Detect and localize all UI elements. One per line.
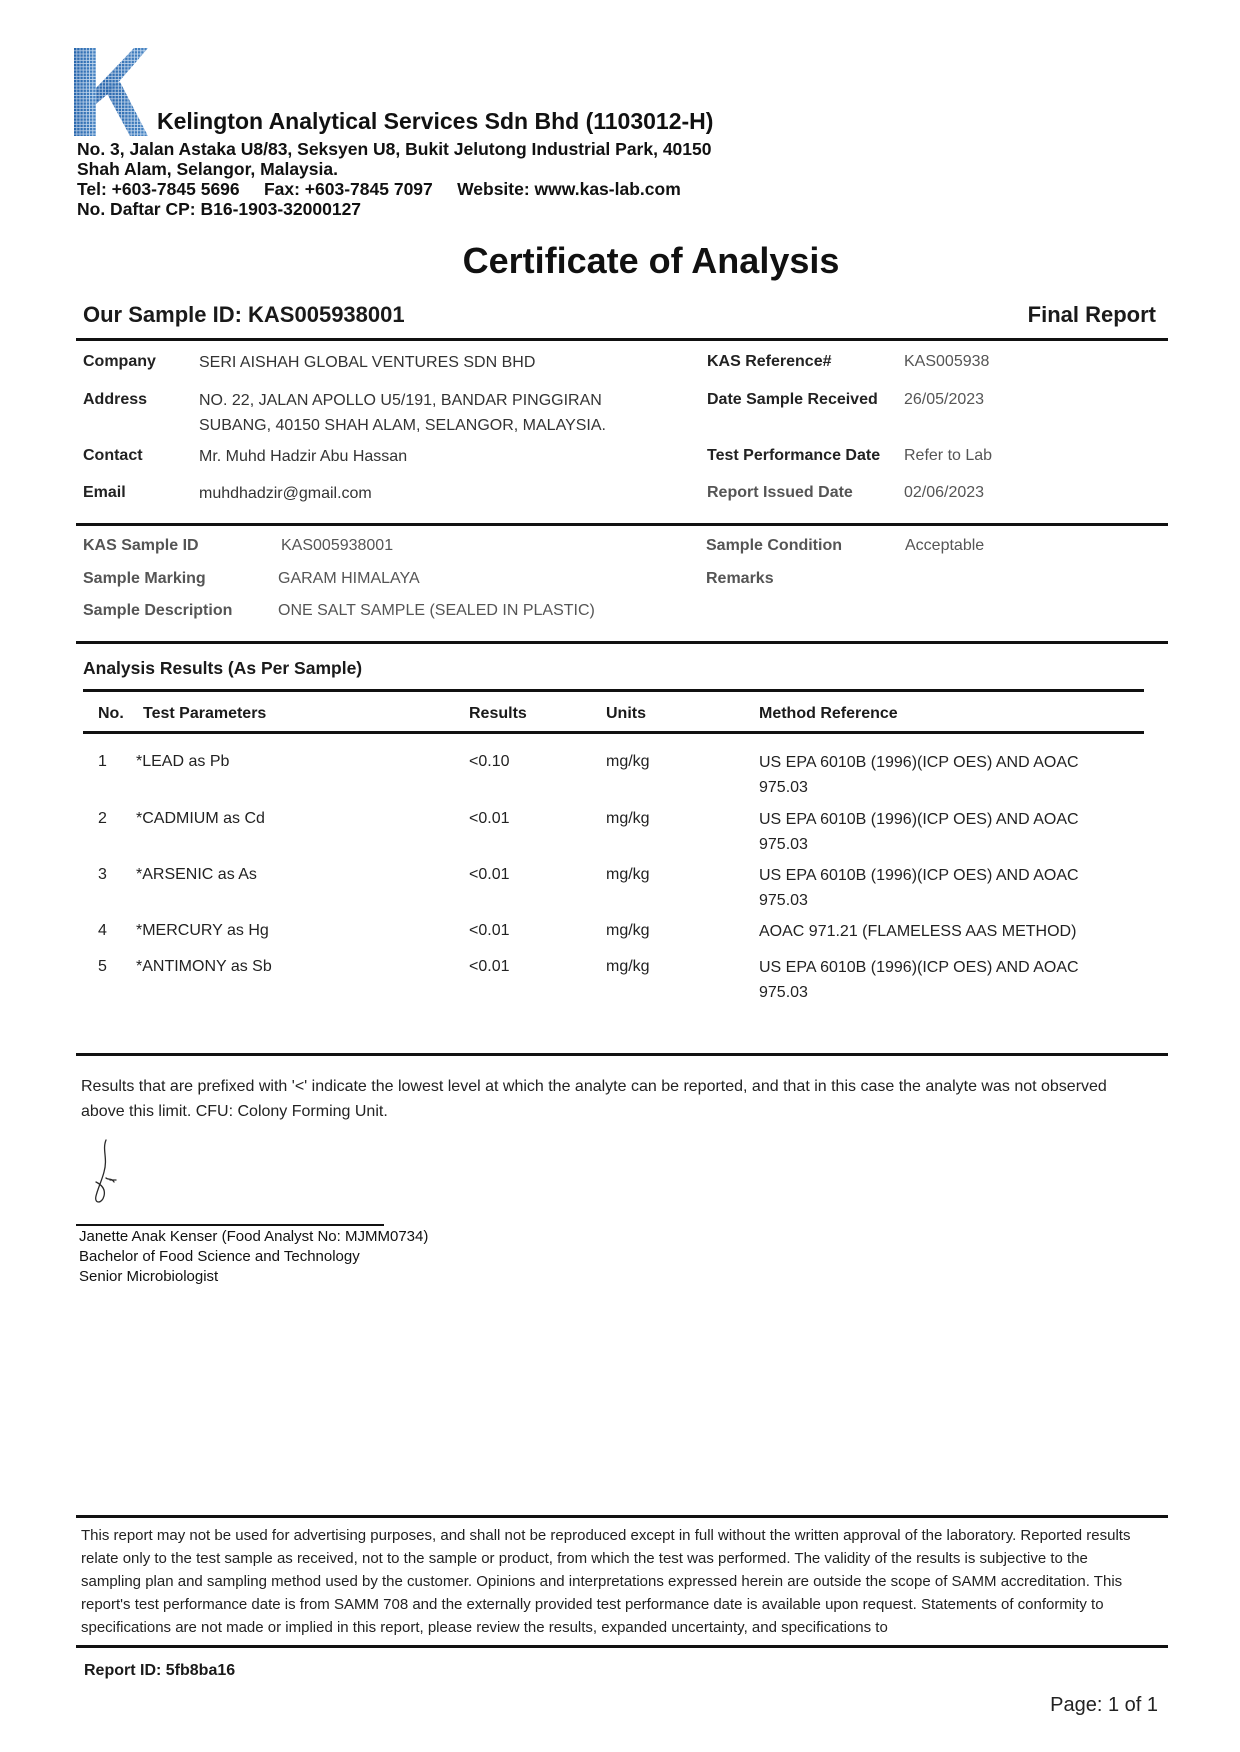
results-header-rule xyxy=(83,731,1144,734)
disclaimer-box xyxy=(81,1524,1141,1640)
address-value-line1: NO. 22, JALAN APOLLO U5/191, BANDAR PINGGIRAN xyxy=(199,392,602,409)
row-unit: mg/kg xyxy=(606,958,650,975)
contact-value: Mr. Muhd Hadzir Abu Hassan xyxy=(199,448,408,465)
signatory-qualification: Bachelor of Food Science and Technology xyxy=(79,1248,360,1265)
row-method-line1: US EPA 6010B (1996)(ICP OES) AND AOAC xyxy=(759,811,1079,828)
row-method-line1: US EPA 6010B (1996)(ICP OES) AND AOAC xyxy=(759,867,1079,884)
row-unit: mg/kg xyxy=(606,922,650,939)
company-name: Kelington Analytical Services Sdn Bhd (1103012-H) xyxy=(157,108,714,134)
test-date-value: Refer to Lab xyxy=(904,447,993,464)
remarks-label: Remarks xyxy=(706,570,774,587)
divider xyxy=(76,338,1168,341)
sample-description-label: Sample Description xyxy=(83,602,233,619)
row-result: <0.01 xyxy=(469,922,510,939)
divider xyxy=(76,1645,1168,1648)
divider xyxy=(76,1053,1168,1056)
address-value-line2: SUBANG, 40150 SHAH ALAM, SELANGOR, MALAYSIA. xyxy=(199,417,606,434)
issued-date-value: 02/06/2023 xyxy=(904,484,985,501)
row-unit: mg/kg xyxy=(606,753,650,770)
row-no: 2 xyxy=(98,810,107,827)
col-header-results: Results xyxy=(469,705,527,722)
col-header-no: No. xyxy=(98,705,124,722)
row-parameter: *CADMIUM as Cd xyxy=(136,810,265,827)
signatory-name: Janette Anak Kenser (Food Analyst No: MJMM0734) xyxy=(79,1228,429,1245)
document-title: Certificate of Analysis xyxy=(462,240,840,281)
sample-id-label: KAS Sample ID xyxy=(83,537,199,554)
divider xyxy=(76,523,1168,526)
signatory-title: Senior Microbiologist xyxy=(79,1268,219,1285)
row-result: <0.01 xyxy=(469,810,510,827)
sample-condition-label: Sample Condition xyxy=(706,537,842,554)
row-no: 1 xyxy=(98,753,107,770)
sample-description-value: ONE SALT SAMPLE (SEALED IN PLASTIC) xyxy=(278,602,595,619)
company-label: Company xyxy=(83,353,156,370)
row-method-line2: 975.03 xyxy=(759,892,808,909)
results-table-top-rule xyxy=(83,689,1144,692)
row-parameter: *ANTIMONY as Sb xyxy=(136,958,272,975)
sample-id-heading: Our Sample ID: KAS005938001 xyxy=(83,302,405,327)
contact-label: Contact xyxy=(83,447,143,464)
row-result: <0.10 xyxy=(469,753,510,770)
signature-image xyxy=(90,1138,130,1208)
company-contact-line: Tel: +603-7845 5696 Fax: +603-7845 7097 Website: www.kas-lab.com xyxy=(77,179,681,199)
company-logo xyxy=(74,48,148,136)
sample-marking-label: Sample Marking xyxy=(83,570,206,587)
sample-condition-value: Acceptable xyxy=(905,537,985,554)
row-no: 5 xyxy=(98,958,107,975)
company-address-line2: Shah Alam, Selangor, Malaysia. xyxy=(77,159,338,179)
col-header-method: Method Reference xyxy=(759,705,898,722)
results-note: Results that are prefixed with '<' indicate the lowest level at which the analyte can be reported, and that in this case the analyte was not observed above this limit. CFU: Colony Forming Unit. xyxy=(81,1078,1107,1120)
company-registration: No. Daftar CP: B16-1903-32000127 xyxy=(77,199,362,219)
row-method-line1: US EPA 6010B (1996)(ICP OES) AND AOAC xyxy=(759,754,1079,771)
row-unit: mg/kg xyxy=(606,866,650,883)
row-no: 3 xyxy=(98,866,107,883)
date-received-label: Date Sample Received xyxy=(707,391,878,408)
col-header-units: Units xyxy=(606,705,646,722)
row-unit: mg/kg xyxy=(606,810,650,827)
divider xyxy=(76,1515,1168,1518)
row-parameter: *ARSENIC as As xyxy=(136,866,257,883)
row-method-line1: AOAC 971.21 (FLAMELESS AAS METHOD) xyxy=(759,923,1077,940)
divider xyxy=(76,641,1168,644)
address-label: Address xyxy=(83,391,148,408)
row-parameter: *MERCURY as Hg xyxy=(136,922,269,939)
col-header-parameters: Test Parameters xyxy=(143,705,267,722)
disclaimer-text: This report may not be used for advertising purposes, and shall not be reproduced except in full without the written approval of the laboratory. Reported results relate only to the test sample as received, not to the sample or product, from which the test was performed. The validity of the results is subjective to the sampling plan and sampling method used by the customer. Opinions and interpretations expressed herein are outside the scope of SAMM accreditation. This report's test performance date is from SAMM 708 and the externally provided test performance date is available upon request. Statements of conformity to specifications are not made or implied in this report, please review the results, expanded uncertainty, and specifications to xyxy=(81,1527,1131,1636)
results-section-title: Analysis Results (As Per Sample) xyxy=(83,658,363,678)
row-method-line1: US EPA 6010B (1996)(ICP OES) AND AOAC xyxy=(759,959,1079,976)
kas-reference-label: KAS Reference# xyxy=(707,353,832,370)
company-value: SERI AISHAH GLOBAL VENTURES SDN BHD xyxy=(199,354,536,371)
row-result: <0.01 xyxy=(469,958,510,975)
row-method-line2: 975.03 xyxy=(759,779,808,796)
row-no: 4 xyxy=(98,922,107,939)
email-label: Email xyxy=(83,484,126,501)
email-value: muhdhadzir@gmail.com xyxy=(199,485,372,502)
date-received-value: 26/05/2023 xyxy=(904,391,985,408)
test-date-label: Test Performance Date xyxy=(707,447,881,464)
sample-marking-value: GARAM HIMALAYA xyxy=(278,570,420,587)
report-type: Final Report xyxy=(1027,302,1156,327)
report-id: Report ID: 5fb8ba16 xyxy=(84,1662,236,1679)
issued-date-label: Report Issued Date xyxy=(707,484,853,501)
signature-line xyxy=(76,1224,384,1226)
row-result: <0.01 xyxy=(469,866,510,883)
row-method-line2: 975.03 xyxy=(759,984,808,1001)
company-address-line1: No. 3, Jalan Astaka U8/83, Seksyen U8, Bukit Jelutong Industrial Park, 40150 xyxy=(77,139,712,159)
row-parameter: *LEAD as Pb xyxy=(136,753,230,770)
kas-reference-value: KAS005938 xyxy=(904,353,990,370)
sample-id-value: KAS005938001 xyxy=(281,537,394,554)
row-method-line2: 975.03 xyxy=(759,836,808,853)
page-number: Page: 1 of 1 xyxy=(1050,1694,1158,1716)
